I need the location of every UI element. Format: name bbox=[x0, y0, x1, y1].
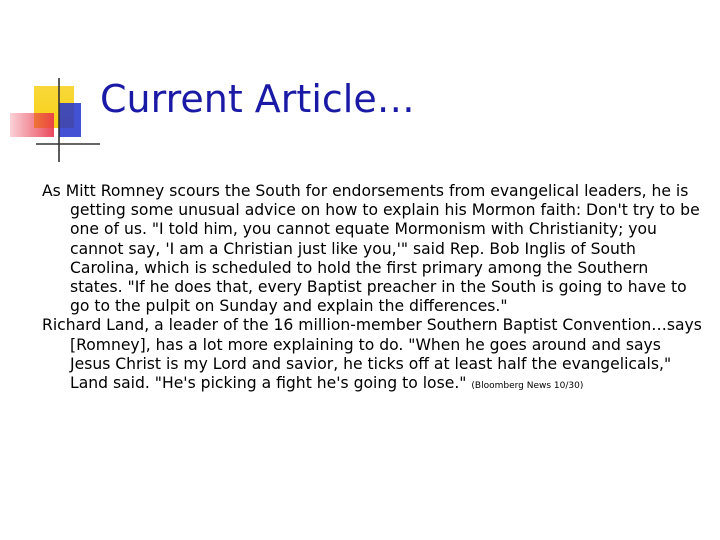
citation: (Bloomberg News 10/30) bbox=[471, 381, 584, 392]
paragraph-2-text: Richard Land, a leader of the 16 million-member Southern Baptist Convention…says [Romney], has a lot more explaining to do. "When he goes around and says Jesus Christ is my Lord and savior, he ticks off at least half the evangelicals," Land said. "He's picking a fight he's going to lose." bbox=[42, 316, 702, 393]
logo-blue-square bbox=[59, 103, 81, 137]
logo-red-square bbox=[10, 113, 54, 137]
article-body bbox=[42, 182, 702, 396]
paragraph-1-text: As Mitt Romney scours the South for endorsements from evangelical leaders, he is getting some unusual advice on how to explain his Mormon faith: Don't try to be one of us. "I told him, you cannot equate Mormonism with Christianity; you cannot say, 'I am a Christian just like you,'" said Rep. Bob Inglis of South Carolina, which is scheduled to hold the first primary among the Southern states. "If he does that, every Baptist preacher in the South is going to have to go to the pulpit on Sunday and explain the differences." bbox=[42, 182, 700, 316]
article-paragraph-2 bbox=[42, 316, 702, 396]
article-paragraph-1 bbox=[42, 182, 702, 316]
slide-logo-decoration bbox=[0, 0, 100, 165]
slide-title: Current Article… bbox=[100, 77, 415, 121]
